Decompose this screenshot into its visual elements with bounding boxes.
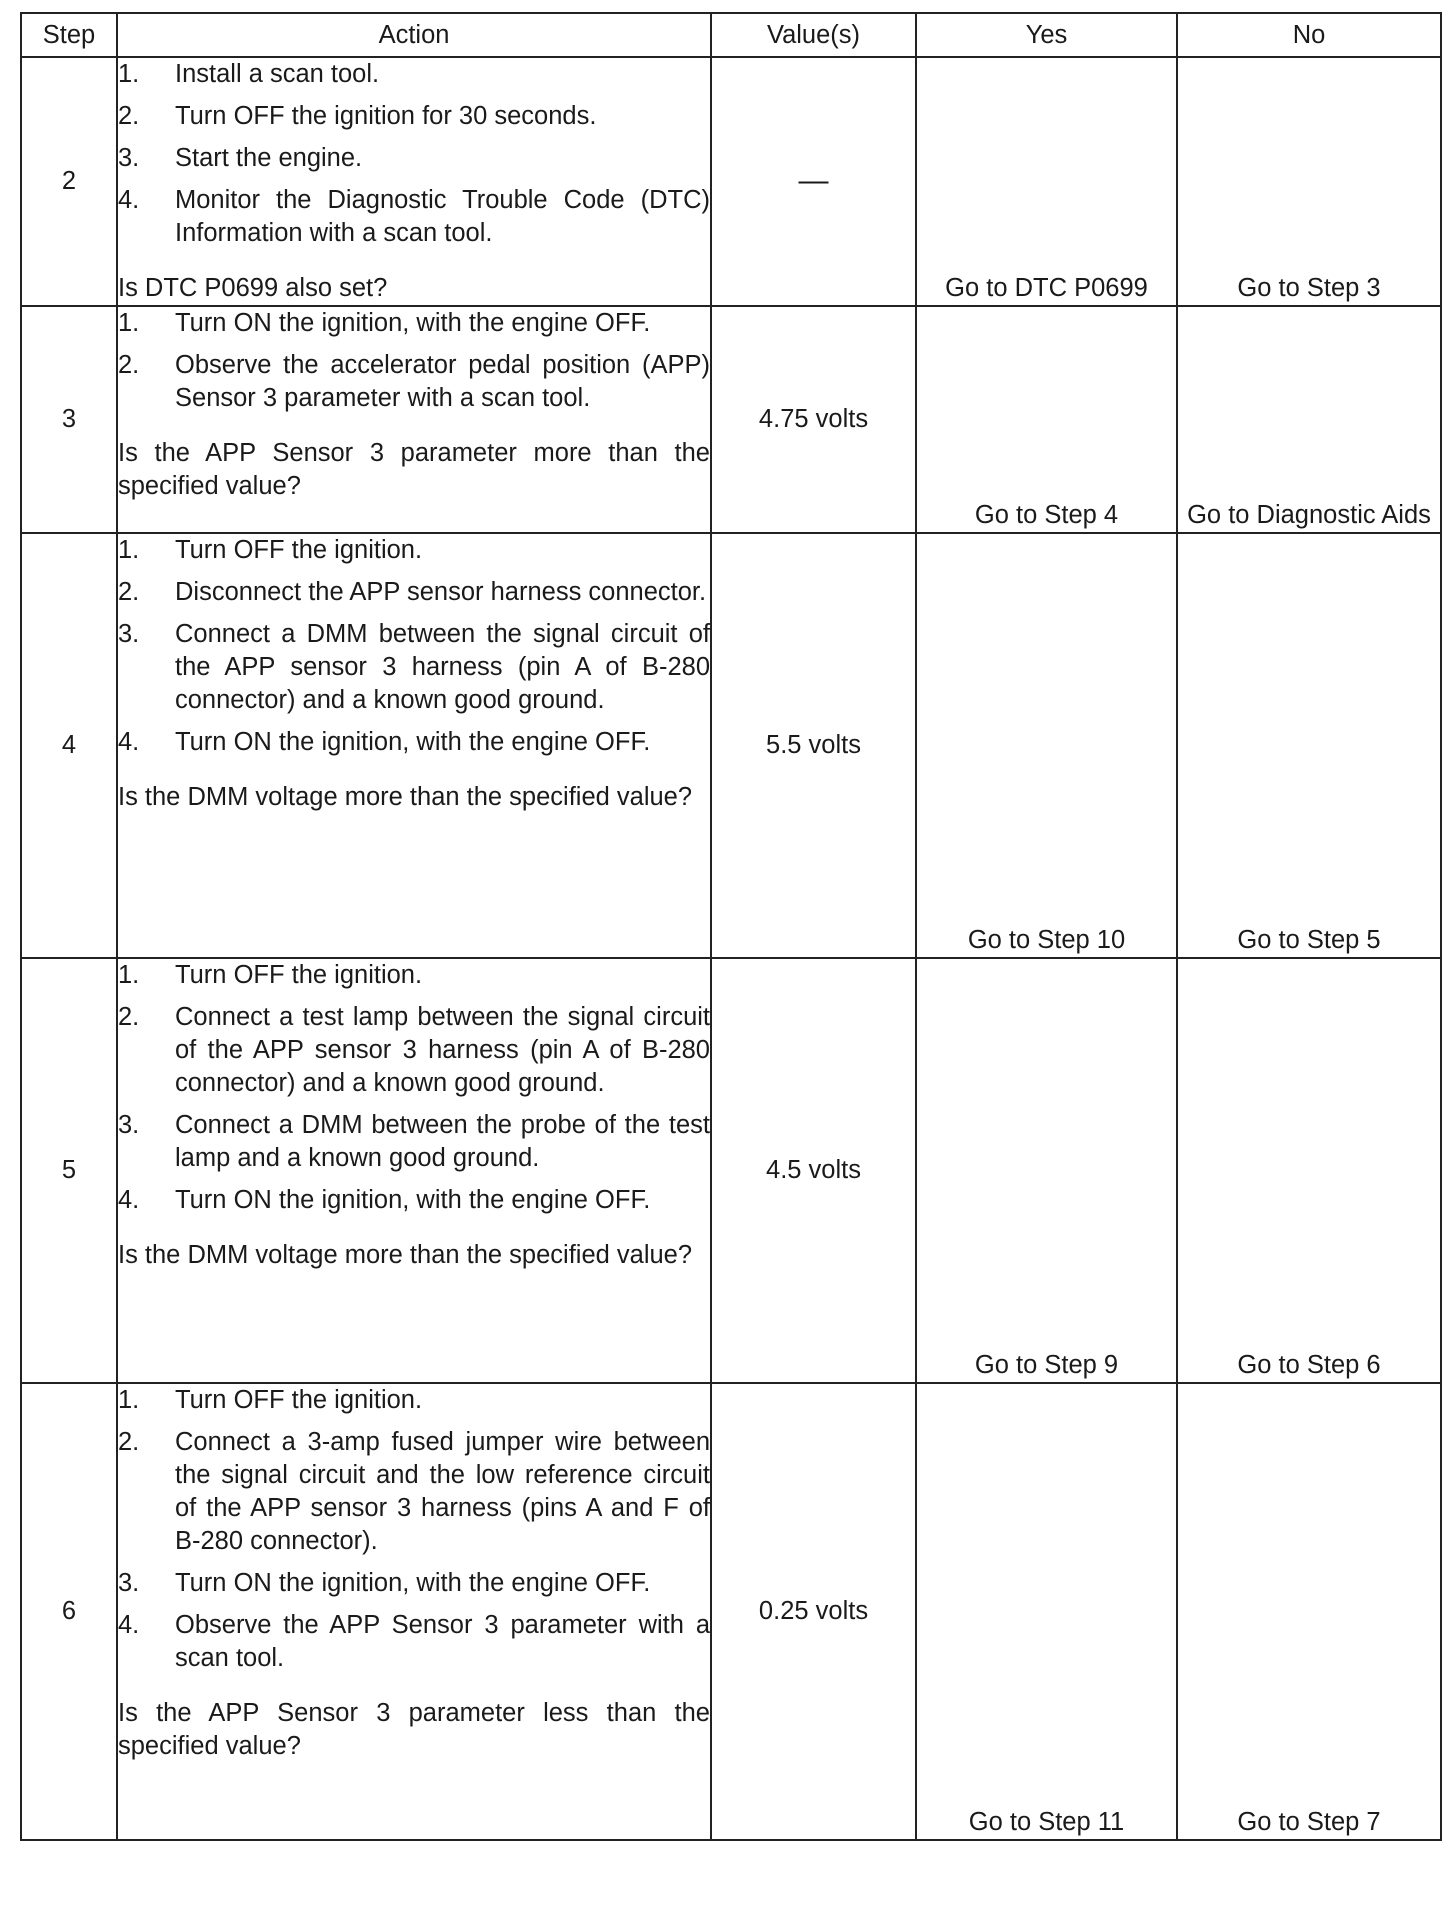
no-result: Go to Step 3 [1177,57,1441,306]
header-action: Action [117,13,711,57]
table-row [21,57,1441,306]
list-item [118,349,710,415]
list-item [118,1109,710,1175]
question-text: Is the DMM voltage more than the specified value? [118,1241,693,1269]
item-text: Disconnect the APP sensor harness connector. [175,578,707,606]
value-cell [711,958,916,1383]
list-item [118,1001,710,1100]
value-text: 4.75 volts [758,405,869,433]
item-number: 1. [118,309,140,337]
item-number: 1. [118,961,140,989]
item-number: 1. [118,60,140,88]
item-text: Observe the APP Sensor 3 parameter with a scan tool. [175,1611,710,1672]
item-number: 2. [118,1003,140,1031]
value-cell [711,57,916,306]
value-text: 5.5 volts [766,731,861,759]
step-number: 6 [21,1383,117,1840]
item-number: 1. [118,1386,140,1414]
value-cell [711,1383,916,1840]
value-cell [711,533,916,958]
diagnostic-document [20,12,1440,1841]
item-text: Observe the accelerator pedal position (APP) Sensor 3 parameter with a scan tool. [175,351,710,412]
header-row [21,13,1441,57]
list-item [118,142,710,175]
item-text: Turn OFF the ignition. [175,536,423,564]
list-item [118,1384,710,1417]
question-text: Is DTC P0699 also set? [118,274,388,302]
list-item [118,726,710,759]
value-cell [711,306,916,533]
item-text: Connect a test lamp between the signal circuit of the APP sensor 3 harness (pin A of B-280 connector) and a known good ground. [175,1003,710,1097]
header-yes: Yes [916,13,1177,57]
item-text: Start the engine. [175,144,363,172]
list-item [118,100,710,133]
no-result: Go to Diagnostic Aids [1177,306,1441,533]
list-item [118,1567,710,1600]
no-result: Go to Step 5 [1177,533,1441,958]
header-step: Step [21,13,117,57]
action-cell [117,533,711,958]
list-item [118,959,710,992]
list-item [118,534,710,567]
item-text: Turn ON the ignition, with the engine OFF. [175,1569,651,1597]
list-item [118,58,710,91]
list-item [118,184,710,250]
item-number: 4. [118,728,140,756]
item-number: 4. [118,1186,140,1214]
item-number: 2. [118,351,140,379]
value-text: — [798,164,829,197]
action-list [118,307,710,415]
item-text: Connect a DMM between the signal circuit of the APP sensor 3 harness (pin A of B-280 connector) and a known good ground. [175,620,710,714]
item-number: 4. [118,1611,140,1639]
list-item [118,1184,710,1217]
item-number: 3. [118,144,140,172]
item-text: Connect a 3-amp fused jumper wire between the signal circuit and the low reference circuit of the APP sensor 3 harness (pins A and F of B-280 connector). [175,1428,710,1555]
yes-result: Go to Step 9 [916,958,1177,1383]
value-text: 0.25 volts [758,1597,869,1625]
yes-result: Go to Step 10 [916,533,1177,958]
item-text: Turn OFF the ignition for 30 seconds. [175,102,597,130]
item-text: Turn ON the ignition, with the engine OFF. [175,1186,651,1214]
step-number: 4 [21,533,117,958]
yes-result: Go to Step 11 [916,1383,1177,1840]
item-text: Turn OFF the ignition. [175,1386,423,1414]
item-text: Turn ON the ignition, with the engine OFF. [175,728,651,756]
table-row [21,1383,1441,1840]
value-text: 4.5 volts [766,1156,861,1184]
step-number: 3 [21,306,117,533]
item-text: Install a scan tool. [175,60,380,88]
item-number: 3. [118,1111,140,1139]
item-number: 3. [118,1569,140,1597]
item-number: 1. [118,536,140,564]
step-number: 5 [21,958,117,1383]
no-result: Go to Step 6 [1177,958,1441,1383]
item-number: 2. [118,578,140,606]
header-values: Value(s) [711,13,916,57]
question-text: Is the DMM voltage more than the specified value? [118,783,693,811]
item-text: Monitor the Diagnostic Trouble Code (DTC) Information with a scan tool. [175,186,710,247]
list-item [118,576,710,609]
list-item [118,618,710,717]
yes-result: Go to DTC P0699 [916,57,1177,306]
header-no: No [1177,13,1441,57]
item-number: 4. [118,186,140,214]
question-text: Is the APP Sensor 3 parameter more than the specified value? [118,439,710,500]
table-row [21,306,1441,533]
list-item [118,307,710,340]
yes-result: Go to Step 4 [916,306,1177,533]
action-cell [117,1383,711,1840]
diagnostic-table [20,12,1442,1841]
item-number: 3. [118,620,140,648]
action-list [118,534,710,759]
item-number: 2. [118,1428,140,1456]
action-list [118,959,710,1217]
item-text: Turn ON the ignition, with the engine OFF. [175,309,651,337]
action-list [118,1384,710,1675]
table-row [21,533,1441,958]
action-cell [117,57,711,306]
list-item [118,1609,710,1675]
no-result: Go to Step 7 [1177,1383,1441,1840]
question-text: Is the APP Sensor 3 parameter less than the specified value? [118,1699,710,1760]
item-text: Turn OFF the ignition. [175,961,423,989]
action-cell [117,958,711,1383]
step-number: 2 [21,57,117,306]
item-number: 2. [118,102,140,130]
action-list [118,58,710,250]
table-row [21,958,1441,1383]
action-cell [117,306,711,533]
list-item [118,1426,710,1558]
item-text: Connect a DMM between the probe of the test lamp and a known good ground. [175,1111,710,1172]
